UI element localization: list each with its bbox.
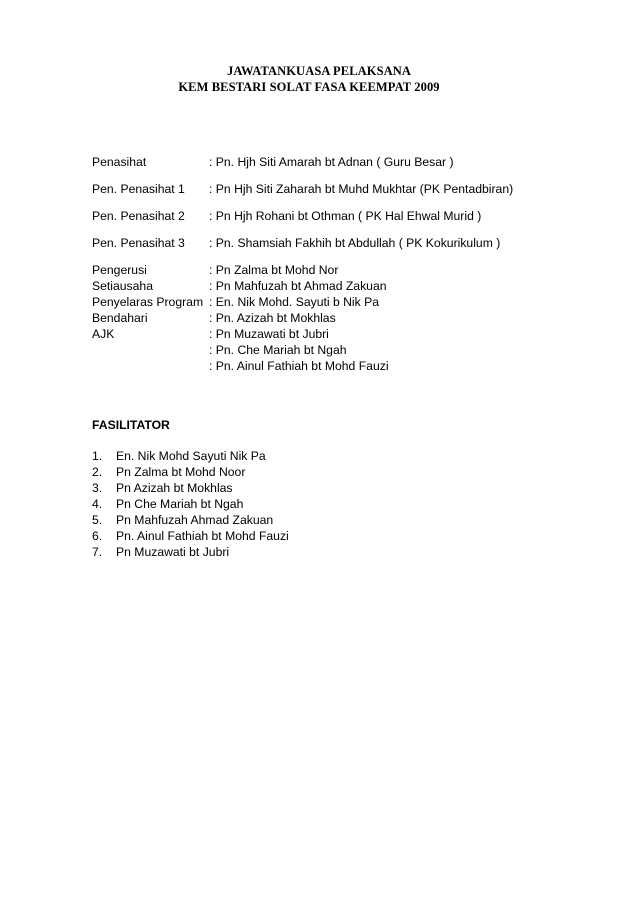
list-name: Pn Che Mariah bt Ngah: [116, 497, 244, 511]
row-value: : Pn Muzawati bt Jubri: [209, 327, 329, 341]
row-value: : Pn. Che Mariah bt Ngah: [209, 343, 347, 357]
list-number: 5.: [92, 513, 103, 527]
row-label: Bendahari: [92, 311, 148, 325]
list-item: [92, 449, 492, 465]
row-value: : En. Nik Mohd. Sayuti b Nik Pa: [209, 295, 380, 309]
row-value: : Pn Zalma bt Mohd Nor: [209, 263, 339, 277]
list-item: [92, 529, 492, 545]
row-label: Penyelaras Program: [92, 295, 204, 309]
penyelaras-program-row: [92, 295, 612, 311]
row-label: Pen. Penasihat 2: [92, 209, 185, 223]
row-label: Pengerusi: [92, 263, 147, 277]
row-value: : Pn. Ainul Fathiah bt Mohd Fauzi: [209, 359, 389, 373]
pen-penasihat-3-row: [92, 236, 612, 252]
ajk-row: [92, 359, 612, 375]
row-label: Pen. Penasihat 3: [92, 236, 185, 250]
ajk-row: [92, 327, 612, 343]
list-item: [92, 513, 492, 529]
fasilitator-heading: FASILITATOR: [92, 418, 170, 432]
list-number: 3.: [92, 481, 103, 495]
list-number: 4.: [92, 497, 103, 511]
ajk-row: [92, 343, 612, 359]
list-name: Pn Azizah bt Mokhlas: [116, 481, 233, 495]
list-number: 7.: [92, 545, 103, 559]
row-value: : Pn. Shamsiah Fakhih bt Abdullah ( PK Kokurikulum ): [209, 236, 501, 250]
row-label: AJK: [92, 327, 115, 341]
document-subtitle: KEM BESTARI SOLAT FASA KEEMPAT 2009: [178, 80, 440, 94]
setiausaha-row: [92, 279, 612, 295]
document-title: JAWATANKUASA PELAKSANA: [226, 64, 412, 78]
list-item: [92, 545, 492, 561]
list-name: Pn Zalma bt Mohd Noor: [116, 465, 246, 479]
row-value: : Pn Hjh Siti Zaharah bt Muhd Mukhtar (PK Pentadbiran): [209, 182, 514, 196]
row-value: : Pn Mahfuzah bt Ahmad Zakuan: [209, 279, 387, 293]
row-value: : Pn. Hjh Siti Amarah bt Adnan ( Guru Besar ): [209, 155, 454, 169]
list-number: 1.: [92, 449, 103, 463]
row-label: Penasihat: [92, 155, 147, 169]
list-item: [92, 481, 492, 497]
list-name: Pn Mahfuzah Ahmad Zakuan: [116, 513, 274, 527]
bendahari-row: [92, 311, 612, 327]
list-number: 6.: [92, 529, 103, 543]
list-item: [92, 497, 492, 513]
pen-penasihat-1-row: [92, 182, 612, 198]
penasihat-row: [92, 155, 612, 171]
list-name: Pn. Ainul Fathiah bt Mohd Fauzi: [116, 529, 289, 543]
list-item: [92, 465, 492, 481]
pengerusi-row: [92, 263, 612, 279]
row-label: Setiausaha: [92, 279, 153, 293]
list-number: 2.: [92, 465, 103, 479]
row-label: Pen. Penasihat 1: [92, 182, 185, 196]
pen-penasihat-2-row: [92, 209, 612, 225]
row-value: : Pn. Azizah bt Mokhlas: [209, 311, 336, 325]
list-name: Pn Muzawati bt Jubri: [116, 545, 230, 559]
list-name: En. Nik Mohd Sayuti Nik Pa: [116, 449, 266, 463]
row-value: : Pn Hjh Rohani bt Othman ( PK Hal Ehwal Murid ): [209, 209, 482, 223]
